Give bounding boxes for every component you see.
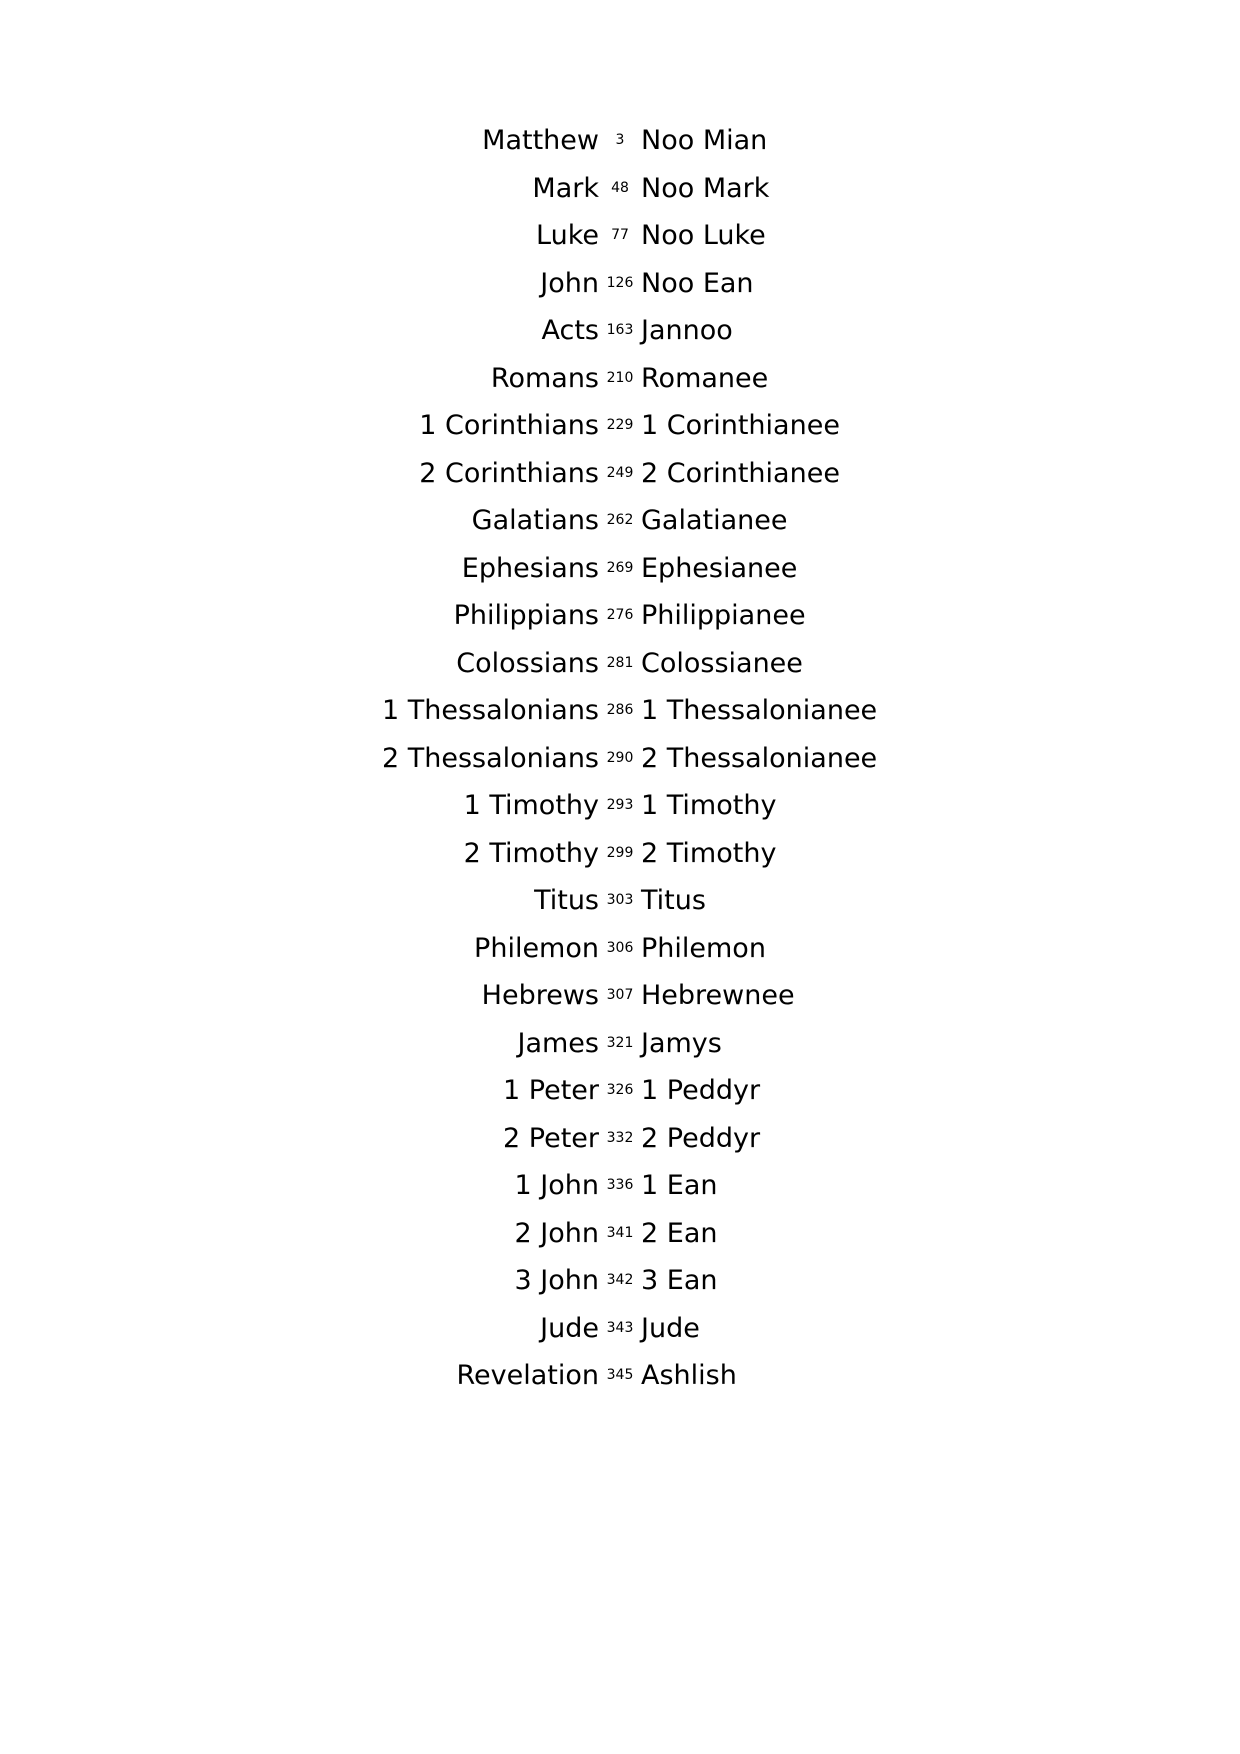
book-name-english: Hebrews [481,980,599,1011]
list-item [0,1020,1240,1068]
page-number: 210 [606,369,634,386]
book-name-manx: 1 Ean [641,1170,718,1201]
list-item [0,307,1240,355]
book-name-manx: 2 Timothy [641,837,777,869]
list-item [0,782,1240,830]
list-item [0,1257,1240,1305]
list-item [0,402,1240,450]
list-item [0,1352,1240,1400]
book-name-manx: Noo Mian [641,125,768,156]
list-item [0,260,1240,308]
book-name-english: Philemon [474,932,599,964]
page-number: 3 [615,132,625,148]
book-name-manx: Philemon [641,932,766,964]
book-name-english: Matthew [482,125,599,156]
book-name-manx: 3 Ean [641,1265,718,1296]
page-number: 281 [606,654,634,671]
book-name-english: Revelation [456,1360,599,1391]
list-item [0,735,1240,783]
page-number: 163 [606,322,634,338]
list-item [0,972,1240,1020]
page-number: 321 [606,1034,634,1051]
list-item [0,925,1240,973]
book-name-english: James [517,1027,599,1059]
book-name-manx: Colossianee [641,647,803,679]
book-name-manx: Ashlish [641,1360,737,1391]
book-name-manx: 1 Corinthianee [641,410,840,441]
book-name-english: Mark [532,172,599,204]
book-name-english: 3 John [514,1265,599,1296]
book-name-english: Philippians [453,600,599,631]
page-number: 342 [606,1272,634,1288]
page-number: 332 [606,1129,634,1146]
page-number: 303 [606,892,634,908]
page-number: 299 [606,844,634,861]
list-item [0,355,1240,403]
book-name-manx: Jamys [641,1027,722,1059]
page-number: 262 [606,512,634,528]
book-name-english: Jude [540,1312,599,1344]
page-number: 290 [606,749,634,766]
book-name-english: Ephesians [461,552,599,584]
book-name-english: 1 John [514,1170,599,1201]
list-item [0,497,1240,545]
list-item [0,212,1240,260]
page-number: 126 [606,274,634,291]
book-name-manx: 2 Peddyr [641,1122,761,1154]
book-name-manx: Hebrewnee [641,980,795,1011]
book-name-manx: Jude [641,1312,700,1344]
book-name-manx: 2 Thessalonianee [641,742,878,774]
book-name-english: 2 Corinthians [419,457,599,489]
book-name-manx: 1 Peddyr [641,1075,761,1106]
page-number: 269 [606,559,634,576]
page-number: 307 [606,987,634,1003]
book-name-manx: 2 Corinthianee [641,457,840,489]
book-name-manx: Titus [641,885,706,916]
book-name-manx: Romanee [641,362,769,394]
list-item [0,1210,1240,1258]
book-name-manx: 2 Ean [641,1217,718,1249]
book-name-english: Romans [490,362,599,394]
page-number: 345 [606,1367,634,1383]
book-name-english: Galatians [471,505,599,536]
list-item [0,1115,1240,1163]
list-item [0,1162,1240,1210]
book-name-manx: Noo Mark [641,172,770,204]
page-number: 341 [606,1224,634,1241]
book-name-manx: Noo Ean [641,267,754,299]
book-name-manx: Philippianee [641,600,806,631]
table-of-contents [0,117,1240,1400]
page-number: 77 [611,227,629,243]
page-number: 293 [606,797,634,813]
book-name-english: Luke [536,220,599,251]
list-item [0,450,1240,498]
list-item [0,165,1240,213]
book-name-english: Colossians [456,647,599,679]
book-name-english: 2 Timothy [463,837,599,869]
list-item [0,877,1240,925]
book-name-english: 2 Thessalonians [381,742,599,774]
book-name-manx: Jannoo [641,315,733,346]
list-item [0,830,1240,878]
page-number: 343 [606,1319,634,1336]
page-number: 306 [606,939,634,956]
list-item [0,592,1240,640]
book-name-english: 1 Peter [503,1075,599,1106]
book-name-english: Acts [541,315,599,346]
book-name-manx: 1 Timothy [641,790,777,821]
list-item [0,640,1240,688]
list-item [0,1067,1240,1115]
list-item [0,1305,1240,1353]
page-number: 276 [606,607,634,623]
page-number: 336 [606,1177,634,1193]
page-number: 286 [606,702,634,718]
page-number: 249 [606,464,634,481]
book-name-manx: Ephesianee [641,552,798,584]
book-name-english: 2 Peter [503,1122,599,1154]
list-item [0,687,1240,735]
book-name-manx: 1 Thessalonianee [641,695,878,726]
page-number: 326 [606,1082,634,1098]
book-name-english: 1 Corinthians [419,410,599,441]
book-name-manx: Noo Luke [641,220,766,251]
book-name-english: 1 Timothy [463,790,599,821]
book-name-english: 2 John [514,1217,599,1249]
book-name-english: Titus [534,885,599,916]
page-number: 229 [606,417,634,433]
list-item [0,117,1240,165]
book-name-english: 1 Thessalonians [381,695,599,726]
book-name-english: John [540,267,599,299]
list-item [0,545,1240,593]
book-name-manx: Galatianee [641,505,788,536]
page-number: 48 [611,179,629,196]
